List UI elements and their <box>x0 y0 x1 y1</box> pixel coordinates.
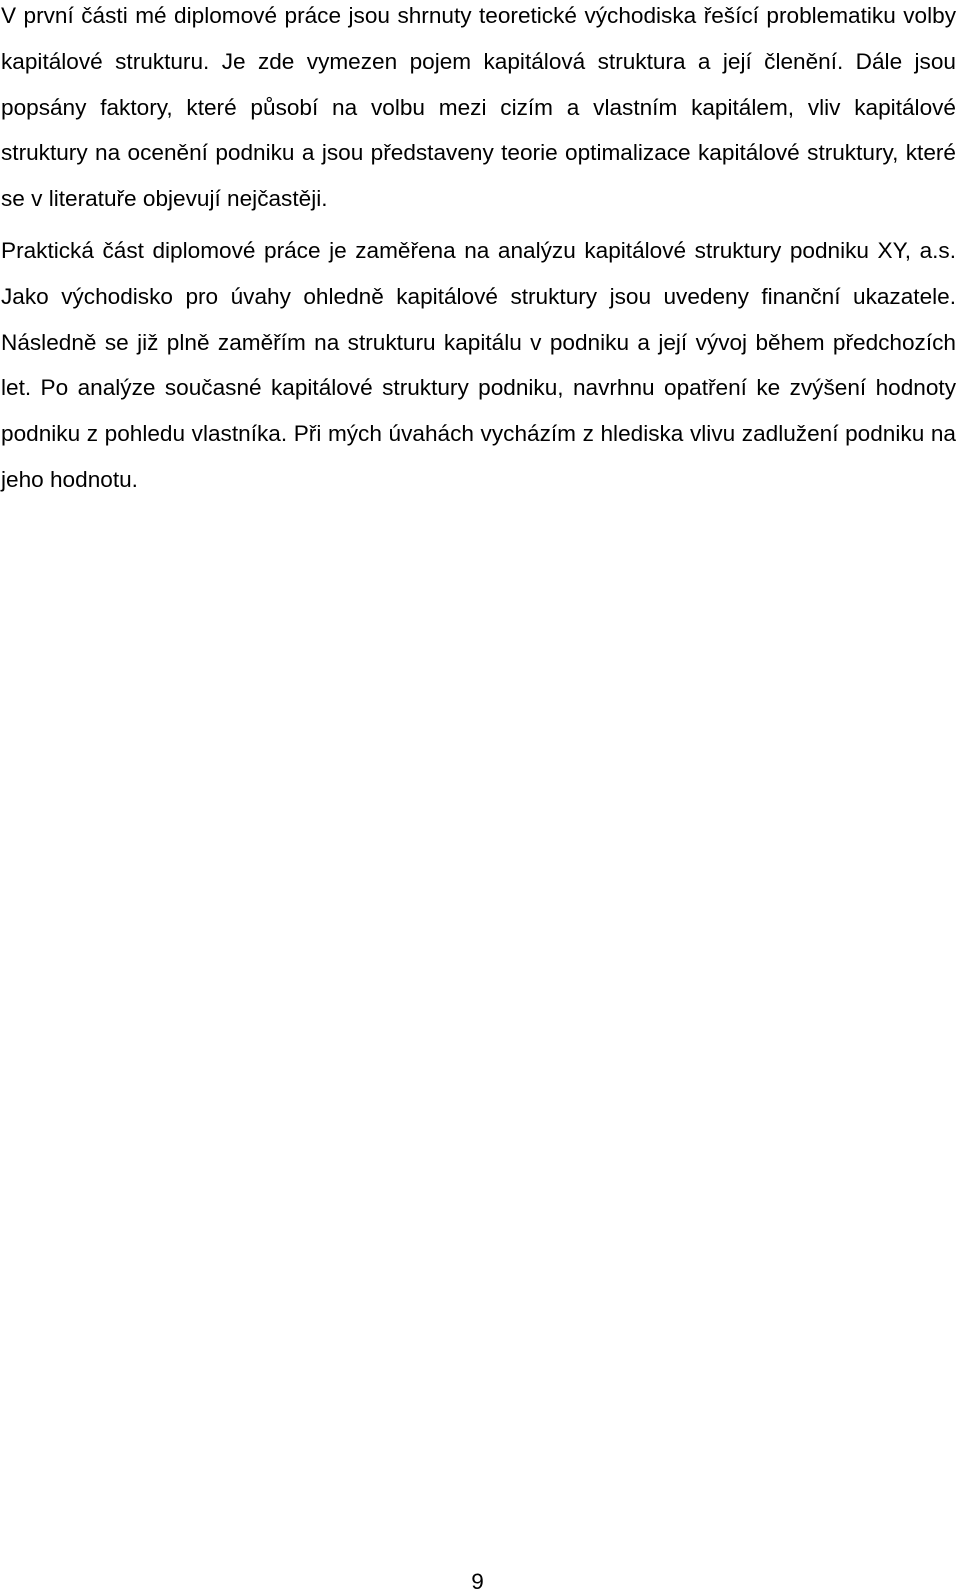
page-number: 9 <box>471 1569 484 1594</box>
paragraph-theory-summary: V první části mé diplomové práce jsou shrnuty teoretické východiska řešící problematiku volby kapitálové strukturu. Je zde vymezen pojem kapitálová struktura a její členění. Dále jsou popsány faktory, které působí na volbu mezi cizím a vlastním kapitálem, vliv kapitálové struktury na ocenění podniku a jsou představeny teorie optimalizace kapitálové struktury, které se v literatuře objevují nejčastěji. <box>1 3 956 212</box>
paragraph-practical-summary: Praktická část diplomové práce je zaměřena na analýzu kapitálové struktury podniku XY, a.s. Jako východisko pro úvahy ohledně kapitálové struktury jsou uvedeny finanční ukazatele. Následně se již plně zaměřím na strukturu kapitálu v podniku a její vývoj během předchozích let. Po analýze současné kapitálové struktury podniku, navrhnu opatření ke zvýšení hodnoty podniku z pohledu vlastníka. Při mých úvahách vycházím z hlediska vlivu zadlužení podniku na jeho hodnotu. <box>1 237 956 492</box>
document-body <box>1 0 956 503</box>
